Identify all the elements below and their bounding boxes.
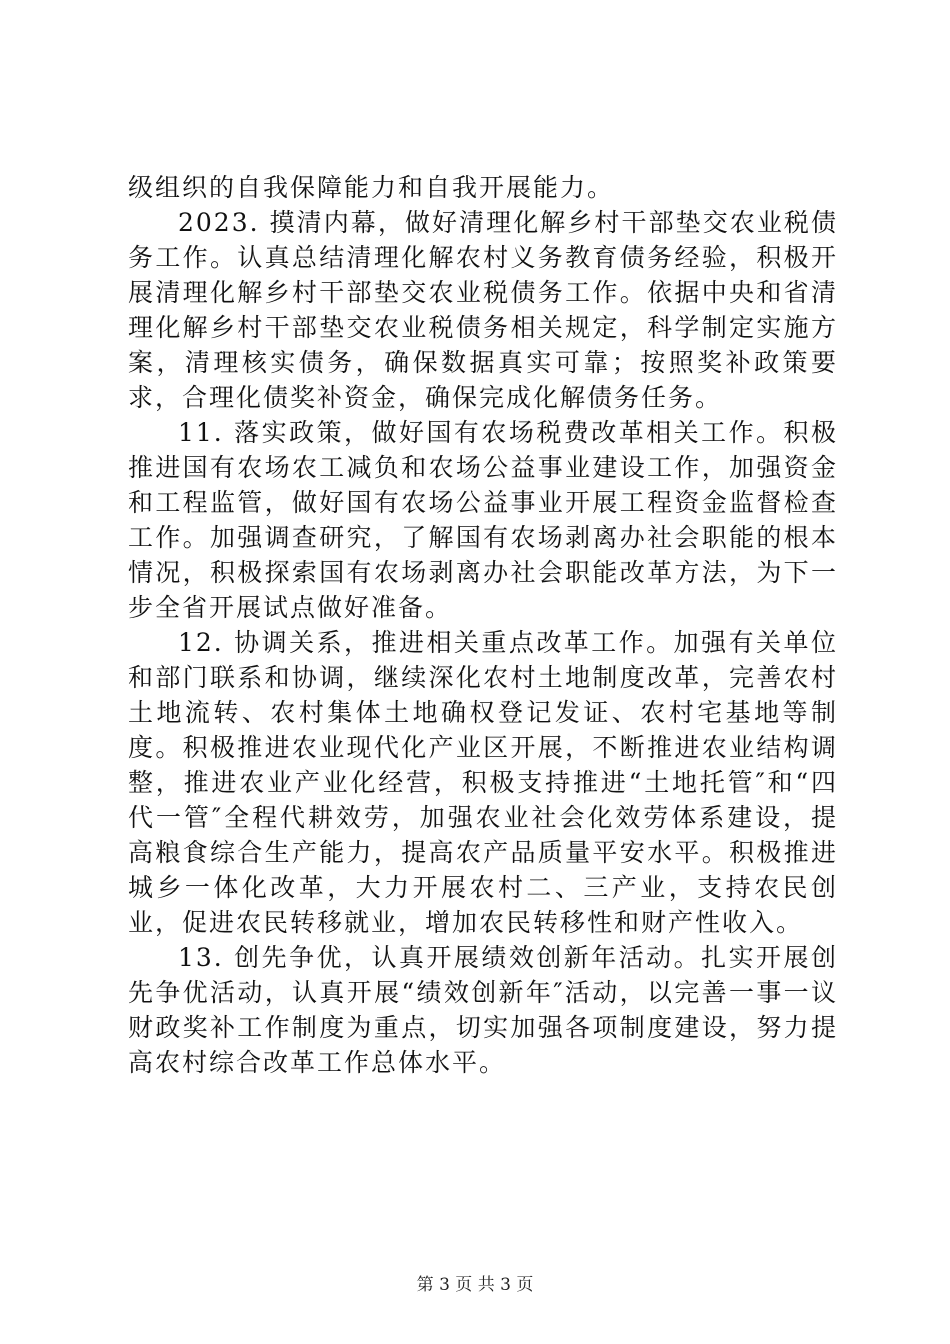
paragraph-item-13: 13. 创先争优，认真开展绩效创新年活动。扎实开展创先争优活动，认真开展“绩效创新年″活动，以完善一事一议财政奖补工作制度为重点，切实加强各项制度建设，努力提高农村综合改革工作总体水平。 [128, 943, 838, 1077]
paragraph-item-12: 12. 协调关系，推进相关重点改革工作。加强有关单位和部门联系和协调，继续深化农村土地制度改革，完善农村土地流转、农村集体土地确权登记发证、农村宅基地等制度。积极推进农业现代化产业区开展，不断推进农业结构调整，推进农业产业化经营，积极支持推进“土地托管″和“四代一管″全程代耕效劳，加强农业社会化效劳体系建设，提高粮食综合生产能力，提高农产品质量平安水平。积极推进城乡一体化改革，大力开展农村二、三产业，支持农民创业，促进农民转移就业，增加农民转移性和财产性收入。 [128, 628, 838, 937]
paragraph-item-2023: 2023. 摸清内幕，做好清理化解乡村干部垫交农业税债务工作。认真总结清理化解农村义务教育债务经验，积极开展清理化解乡村干部垫交农业税债务工作。依据中央和省清理化解乡村干部垫交农业税债务相关规定，科学制定实施方案，清理核实债务，确保数据真实可靠；按照奖补政策要求，合理化债奖补资金，确保完成化解债务任务。 [128, 208, 838, 412]
page-footer: 第 3 页 共 3 页 [416, 1275, 534, 1295]
document-body [128, 170, 838, 1080]
paragraph-continuation: 级组织的自我保障能力和自我开展能力。 [128, 173, 615, 202]
paragraph-item-11: 11. 落实政策，做好国有农场税费改革相关工作。积极推进国有农场农工减负和农场公益事业建设工作，加强资金和工程监管，做好国有农场公益事业开展工程资金监督检查工作。加强调查研究，了解国有农场剥离办社会职能的根本情况，积极探索国有农场剥离办社会职能改革方法，为下一步全省开展试点做好准备。 [128, 418, 838, 622]
